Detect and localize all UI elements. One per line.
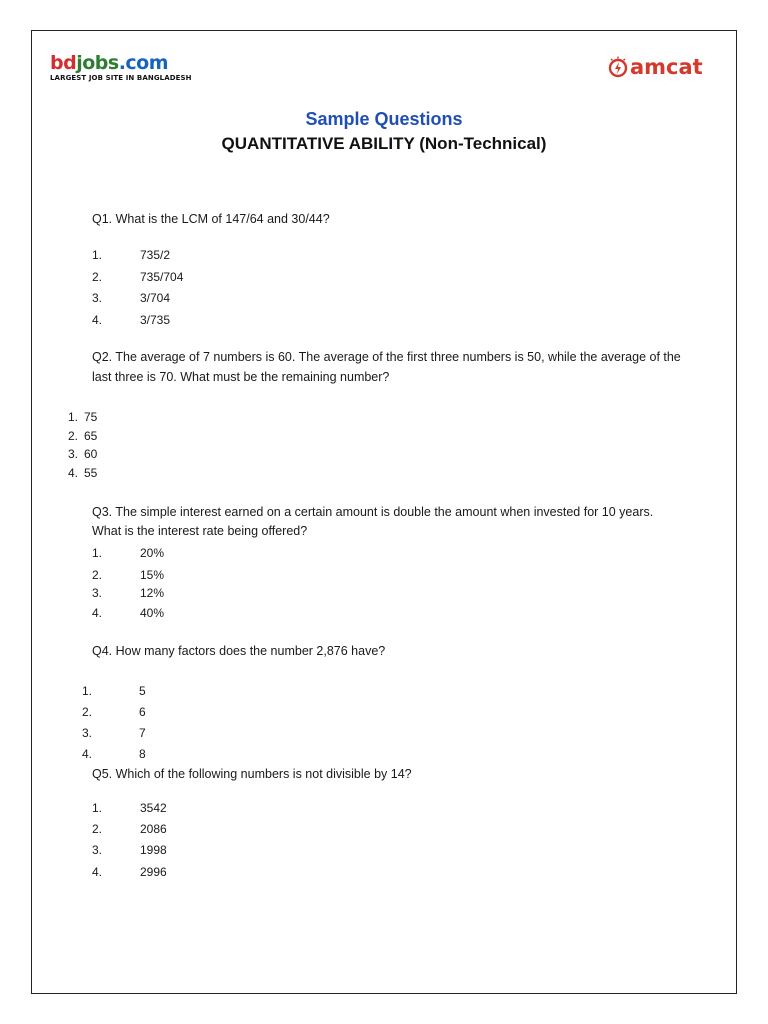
amcat-wordmark: amcat bbox=[630, 55, 703, 79]
q2-option-3-value: 60 bbox=[84, 447, 98, 461]
question-2-text-line-2: last three is 70. What must be the remaining number? bbox=[92, 370, 390, 384]
q2-option-2-number: 2. bbox=[68, 429, 79, 443]
q1-option-1-number: 1. bbox=[92, 248, 103, 262]
bdjobs-tagline: LARGEST JOB SITE IN BANGLADESH bbox=[50, 74, 192, 82]
q5-option-1-value: 3542 bbox=[140, 801, 167, 815]
question-5-text: Q5. Which of the following numbers is not divisible by 14? bbox=[92, 767, 412, 781]
question-4-text: Q4. How many factors does the number 2,876 have? bbox=[92, 644, 386, 658]
question-3-text-line-1: Q3. The simple interest earned on a certain amount is double the amount when invested for 10 years. bbox=[92, 505, 654, 519]
q1-option-1-value: 735/2 bbox=[140, 248, 171, 262]
q4-option-3-value: 7 bbox=[139, 726, 146, 740]
q2-option-2-value: 65 bbox=[84, 429, 98, 443]
question-2-text-line-1: Q2. The average of 7 numbers is 60. The average of the first three numbers is 50, while the average of the bbox=[92, 350, 681, 364]
q2-option-4-number: 4. bbox=[68, 466, 79, 480]
q4-option-1-value: 5 bbox=[139, 684, 146, 698]
q1-option-2-value: 735/704 bbox=[140, 270, 184, 284]
q2-option-3-number: 3. bbox=[68, 447, 79, 461]
q3-option-3-number: 3. bbox=[92, 586, 103, 600]
q1-option-4-number: 4. bbox=[92, 313, 103, 327]
amcat-bulb-icon bbox=[608, 56, 628, 78]
q3-option-1-number: 1. bbox=[92, 546, 103, 560]
q5-option-2-number: 2. bbox=[92, 822, 103, 836]
page-title: QUANTITATIVE ABILITY (Non-Technical) bbox=[221, 134, 547, 153]
q3-option-2-value: 15% bbox=[140, 568, 165, 582]
q4-option-1-number: 1. bbox=[82, 684, 93, 698]
bdjobs-logo-bd: bd bbox=[50, 52, 77, 74]
bdjobs-logo-com: .com bbox=[118, 52, 169, 74]
question-3-text-line-2: What is the interest rate being offered? bbox=[92, 524, 308, 538]
q3-option-3-value: 12% bbox=[140, 586, 165, 600]
q1-option-4-value: 3/735 bbox=[140, 313, 171, 327]
page-subtitle: Sample Questions bbox=[305, 109, 463, 129]
q1-option-3-value: 3/704 bbox=[140, 291, 171, 305]
q2-option-1-number: 1. bbox=[68, 410, 79, 424]
q3-option-2-number: 2. bbox=[92, 568, 103, 582]
bdjobs-logo bbox=[50, 54, 192, 82]
q4-option-2-number: 2. bbox=[82, 705, 93, 719]
question-1-text: Q1. What is the LCM of 147/64 and 30/44? bbox=[92, 212, 330, 226]
amcat-logo bbox=[608, 55, 703, 79]
q5-option-4-value: 2996 bbox=[140, 865, 167, 879]
q4-option-4-value: 8 bbox=[139, 747, 146, 761]
q3-option-4-value: 40% bbox=[140, 606, 165, 620]
q1-option-2-number: 2. bbox=[92, 270, 103, 284]
q3-option-1-value: 20% bbox=[140, 546, 165, 560]
q4-option-3-number: 3. bbox=[82, 726, 93, 740]
q3-option-4-number: 4. bbox=[92, 606, 103, 620]
q4-option-2-value: 6 bbox=[139, 705, 146, 719]
bdjobs-logo-jobs: jobs bbox=[76, 52, 119, 74]
q5-option-3-value: 1998 bbox=[140, 843, 167, 857]
q5-option-1-number: 1. bbox=[92, 801, 103, 815]
q2-option-4-value: 55 bbox=[84, 466, 98, 480]
q5-option-3-number: 3. bbox=[92, 843, 103, 857]
q5-option-4-number: 4. bbox=[92, 865, 103, 879]
q4-option-4-number: 4. bbox=[82, 747, 93, 761]
q2-option-1-value: 75 bbox=[84, 410, 98, 424]
q5-option-2-value: 2086 bbox=[140, 822, 167, 836]
q1-option-3-number: 3. bbox=[92, 291, 103, 305]
